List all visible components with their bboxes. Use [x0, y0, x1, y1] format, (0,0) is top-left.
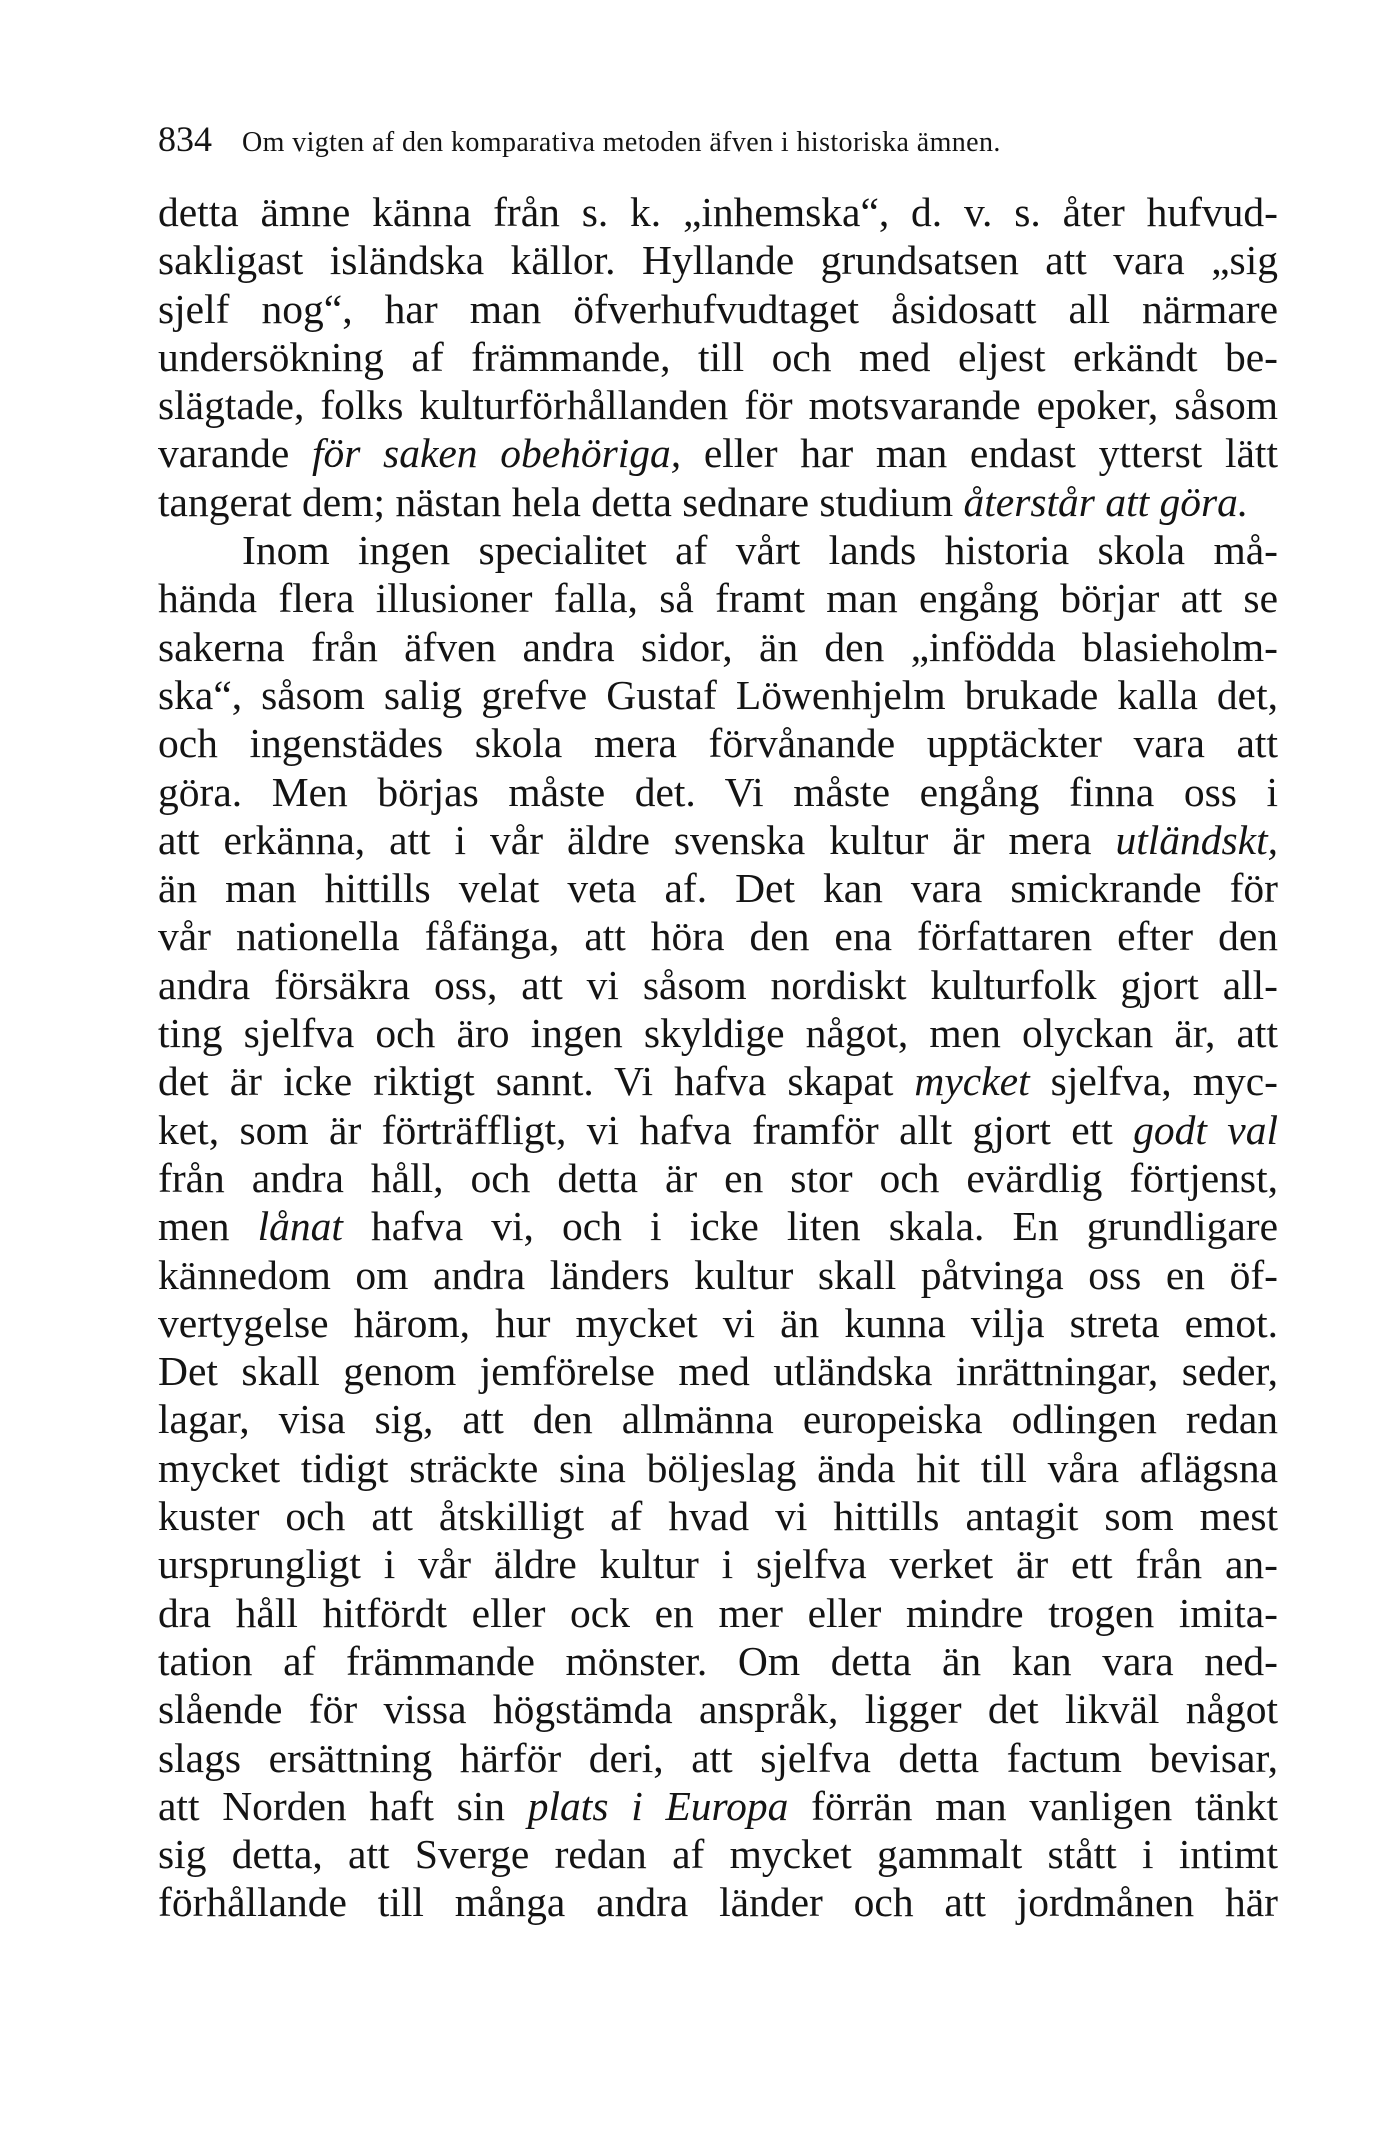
- text-line: [158, 1106, 1278, 1154]
- text-segment: mycket tidigt sträckte sina böljeslag ända hit till våra aflägsna: [158, 1444, 1278, 1491]
- text-segment: att Norden haft sin: [158, 1782, 528, 1829]
- text-line: [158, 1444, 1278, 1492]
- text-segment: Det skall genom jemförelse med utländska inrättningar, seder,: [158, 1348, 1278, 1395]
- text-segment: att erkänna, att i vår äldre svenska kultur är mera: [158, 816, 1116, 863]
- text-line: [158, 1637, 1278, 1685]
- italic-text: plats i Europa: [527, 1782, 789, 1829]
- text-segment: eller har man endast ytterst lätt: [681, 430, 1278, 477]
- text-segment: göra. Men börjas måste det. Vi måste engång finna oss i: [158, 768, 1278, 815]
- running-head: [158, 118, 1278, 166]
- text-segment: hända flera illusioner falla, så framt man engång börjar att se: [158, 575, 1278, 622]
- text-line: [158, 429, 1278, 477]
- text-line: [158, 671, 1278, 719]
- text-segment: sjelf nog“, har man öfverhufvudtaget åsidosatt all närmare: [158, 285, 1278, 332]
- body-text: [158, 188, 1278, 2068]
- text-line: [158, 623, 1278, 671]
- text-segment: vertygelse härom, hur mycket vi än kunna vilja streta emot.: [158, 1299, 1278, 1346]
- text-segment: sig detta, att Sverge redan af mycket gammalt stått i intimt: [158, 1831, 1278, 1878]
- text-segment: tation af främmande mönster. Om detta än kan vara ned-: [158, 1637, 1278, 1684]
- text-segment: hafva vi, och i icke liten skala. En grundligare: [342, 1203, 1278, 1250]
- text-line: [158, 1299, 1278, 1347]
- text-line: [158, 381, 1278, 429]
- text-segment: från andra håll, och detta är en stor och evärdlig förtjenst,: [158, 1154, 1278, 1201]
- text-line: [158, 1057, 1278, 1105]
- text-segment: slående för vissa högstämda anspråk, ligger det likväl något: [158, 1686, 1278, 1733]
- page-number: 834: [158, 119, 212, 159]
- text-line: [158, 236, 1278, 284]
- text-line: [158, 1878, 1278, 1926]
- text-line: [158, 333, 1278, 381]
- text-line: [158, 574, 1278, 622]
- text-line: [158, 1009, 1278, 1057]
- text-line: [158, 1202, 1278, 1250]
- text-line: [158, 1347, 1278, 1395]
- text-line: [158, 188, 1278, 236]
- text-segment: tangerat dem; nästan hela detta sednare studium: [158, 478, 964, 525]
- text-line: [158, 912, 1278, 960]
- text-segment: Inom ingen specialitet af vårt lands historia skola må-: [242, 527, 1278, 574]
- text-segment: varande: [158, 430, 312, 477]
- text-line: [158, 1154, 1278, 1202]
- text-line: [158, 1540, 1278, 1588]
- text-line: [158, 768, 1278, 816]
- italic-text: lånat: [257, 1203, 343, 1250]
- text-segment: ket, som är förträffligt, vi hafva framför allt gjort ett: [158, 1106, 1134, 1153]
- text-segment: sakligast isländska källor. Hyllande grundsatsen att vara „sig: [158, 237, 1278, 284]
- text-segment: förhållande till många andra länder och att jordmånen här: [158, 1879, 1278, 1926]
- italic-text: utländskt,: [1115, 816, 1278, 863]
- text-segment: undersökning af främmande, till och med eljest erkändt be-: [158, 333, 1278, 380]
- text-segment: förrän man vanligen tänkt: [788, 1782, 1278, 1829]
- text-line: [158, 1830, 1278, 1878]
- text-segment: än man hittills velat veta af. Det kan vara smickrande för: [158, 865, 1278, 912]
- text-line: [158, 1492, 1278, 1540]
- text-line: [158, 864, 1278, 912]
- italic-text: godt val: [1133, 1106, 1278, 1153]
- text-segment: sjelfva, myc-: [1029, 1058, 1278, 1105]
- text-segment: vår nationella fåfänga, att höra den ena författaren efter den: [158, 913, 1278, 960]
- text-line: [158, 961, 1278, 1009]
- text-segment: slägtade, folks kulturförhållanden för motsvarande epoker, såsom: [158, 382, 1278, 429]
- text-line: [158, 816, 1278, 864]
- italic-text: mycket: [914, 1058, 1030, 1105]
- italic-text: återstår att göra.: [963, 478, 1249, 525]
- text-segment: ska“, såsom salig grefve Gustaf Löwenhjelm brukade kalla det,: [158, 671, 1278, 718]
- text-segment: andra försäkra oss, att vi såsom nordiskt kulturfolk gjort all-: [158, 961, 1278, 1008]
- text-segment: sakerna från äfven andra sidor, än den „infödda blasieholm-: [158, 623, 1278, 670]
- text-line: [158, 1251, 1278, 1299]
- text-line: [158, 1589, 1278, 1637]
- text-segment: och ingenstädes skola mera förvånande upptäckter vara att: [158, 720, 1278, 767]
- text-line: [158, 1734, 1278, 1782]
- text-line: [158, 1395, 1278, 1443]
- text-segment: men: [158, 1203, 258, 1250]
- text-segment: lagar, visa sig, att den allmänna europeiska odlingen redan: [158, 1396, 1278, 1443]
- running-title: Om vigten af den komparativa metoden äfven i historiska ämnen.: [242, 127, 1001, 158]
- text-segment: dra håll hitfördt eller ock en mer eller mindre trogen imita-: [158, 1589, 1278, 1636]
- text-line: [158, 719, 1278, 767]
- text-line: [158, 526, 1278, 574]
- text-line: [158, 1685, 1278, 1733]
- text-segment: kännedom om andra länders kultur skall påtvinga oss en öf-: [158, 1251, 1278, 1298]
- text-segment: slags ersättning härför deri, att sjelfva detta factum bevisar,: [158, 1734, 1278, 1781]
- text-segment: kuster och att åtskilligt af hvad vi hittills antagit som mest: [158, 1493, 1278, 1540]
- text-segment: ting sjelfva och äro ingen skyldige något, men olyckan är, att: [158, 1010, 1278, 1057]
- text-line: [158, 285, 1278, 333]
- text-segment: ursprungligt i vår äldre kultur i sjelfva verket är ett från an-: [158, 1541, 1278, 1588]
- text-line: [158, 1782, 1278, 1830]
- text-segment: det är icke riktigt sannt. Vi hafva skapat: [158, 1058, 915, 1105]
- text-segment: detta ämne känna från s. k. „inhemska“, d. v. s. åter hufvud-: [158, 189, 1278, 235]
- text-line: [158, 478, 1278, 526]
- italic-text: för saken obehöriga,: [311, 430, 682, 477]
